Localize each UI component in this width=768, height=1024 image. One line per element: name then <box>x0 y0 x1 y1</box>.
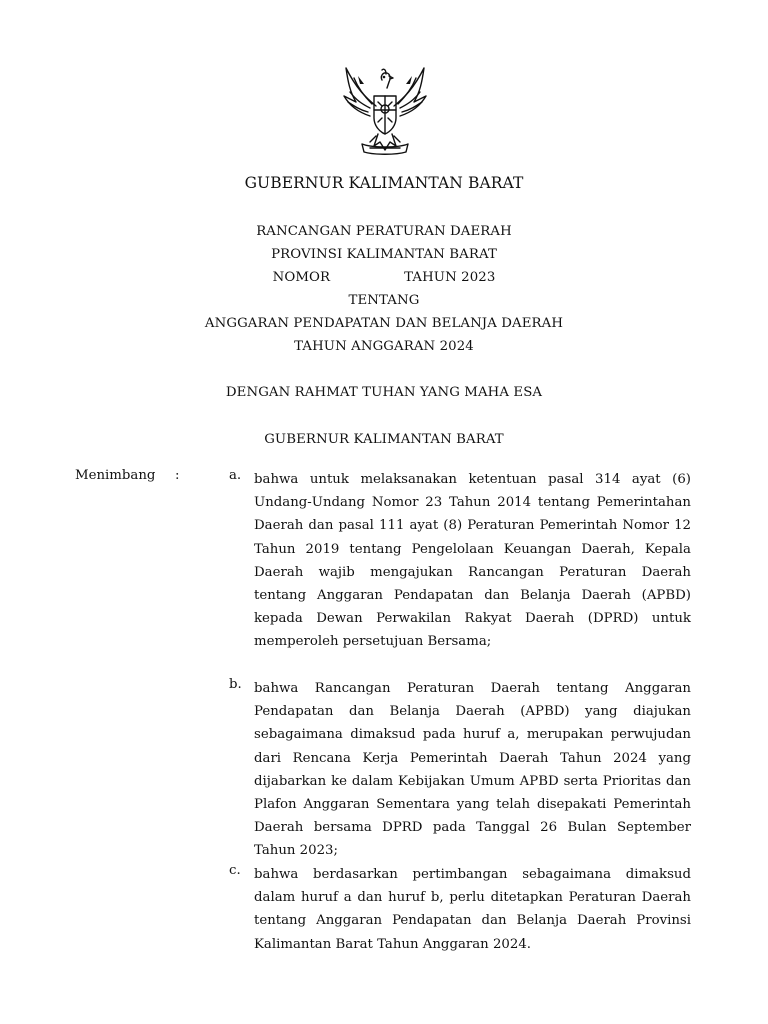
blessing-line: DENGAN RAHMAT TUHAN YANG MAHA ESA <box>225 385 543 400</box>
menimbang-label: Menimbang <box>75 468 156 483</box>
item-letter: b. <box>229 677 242 692</box>
tentang-label: TENTANG <box>348 293 420 308</box>
item-letter: a. <box>229 468 242 483</box>
authority-line: GUBERNUR KALIMANTAN BARAT <box>264 432 504 447</box>
garuda-emblem-icon <box>336 62 434 158</box>
number-year-line <box>0 270 768 285</box>
item-text: bahwa Rancangan Peraturan Daerah tentang Anggaran Pendapatan dan Belanja Daerah (APBD) yang diajukan sebagaimana dimaksud pada huruf a, merupakan perwujudan dari Rencana Kerja Pemerintah Daerah Tahun 2024 yang dijabarkan ke dalam Kebijakan Umum APBD serta Prioritas dan Plafon Anggaran Sementara yang telah disepakati Pemerintah Daerah bersama DPRD pada Tanggal 26 Bulan September Tahun 2023; <box>254 681 691 859</box>
tahun-label: TAHUN 2023 <box>404 270 496 285</box>
governor-title: GUBERNUR KALIMANTAN BARAT <box>244 174 524 192</box>
menimbang-colon: : <box>175 468 180 483</box>
item-text: bahwa untuk melaksanakan ketentuan pasal 314 ayat (6) Undang-Undang Nomor 23 Tahun 2014 tentang Pemerintahan Daerah dan pasal 111 ayat (8) Peraturan Pemerintah Nomor 12 Tahun 2019 tentang Pengelolaan Keuangan Daerah, Kepala Daerah wajib mengajukan Rancangan Peraturan Daerah tentang Anggaran Pendapatan dan Belanja Daerah (APBD) kepada Dewan Perwakilan Rakyat Daerah (DPRD) untuk memperoleh persetujuan Bersama; <box>254 472 691 650</box>
item-text: bahwa berdasarkan pertimbangan sebagaimana dimaksud dalam huruf a dan huruf b, perlu ditetapkan Peraturan Daerah tentang Anggaran Pendapatan dan Belanja Daerah Provinsi Kalimantan Barat Tahun Anggaran 2024. <box>254 867 691 952</box>
province-name: PROVINSI KALIMANTAN BARAT <box>271 247 497 262</box>
fiscal-year: TAHUN ANGGARAN 2024 <box>294 339 474 354</box>
regulation-type: RANCANGAN PERATURAN DAERAH <box>256 224 512 239</box>
regulation-subject: ANGGARAN PENDAPATAN DAN BELANJA DAERAH <box>204 316 564 331</box>
nomor-label: NOMOR <box>272 270 331 285</box>
item-letter: c. <box>229 863 241 878</box>
